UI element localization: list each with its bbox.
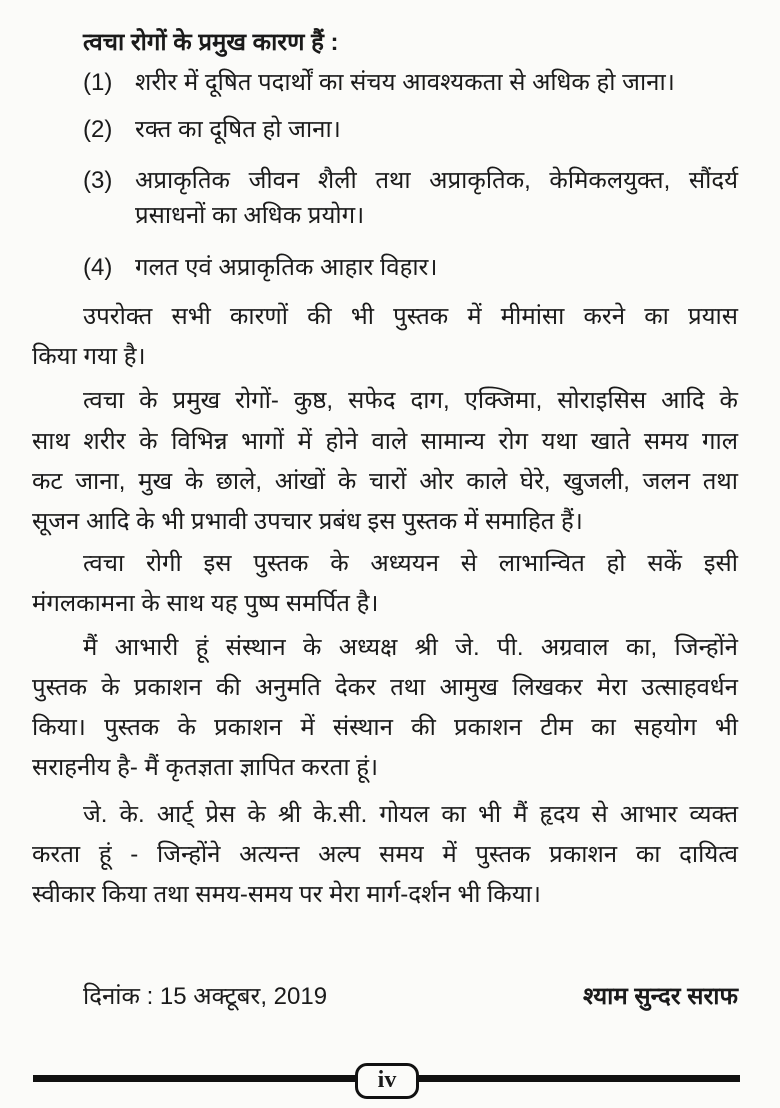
list-item: अप्राकृतिक जीवन शैली तथा अप्राकृतिक, केमिकलयुक्त, सौंदर्य [135, 167, 738, 194]
paragraph-line: कट जाना, मुख के छाले, आंखों के चारों ओर काले घेरे, खुजली, जलन तथा [32, 468, 738, 495]
paragraph-line: सराहनीय है- मैं कृतज्ञता ज्ञापित करता हूं। [32, 754, 379, 781]
author-signature: श्याम सुन्दर सराफ [583, 983, 738, 1010]
paragraph-line: किया गया है। [32, 343, 146, 370]
list-number: (4) [83, 254, 113, 281]
list-number: (1) [83, 69, 113, 96]
paragraph-line: जे. के. आर्ट् प्रेस के श्री के.सी. गोयल का भी मैं हृदय से आभार व्यक्त [83, 801, 738, 828]
paragraph-line: त्वचा रोगी इस पुस्तक के अध्ययन से लाभान्वित हो सकें इसी [83, 550, 738, 577]
list-number: (3) [83, 167, 113, 194]
paragraph-line: मंगलकामना के साथ यह पुष्प समर्पित है। [32, 590, 379, 617]
list-item: शरीर में दूषित पदार्थों का संचय आवश्यकता से अधिक हो जाना। [135, 69, 675, 96]
paragraph-line: त्वचा के प्रमुख रोगों- कुष्ठ, सफेद दाग, एक्जिमा, सोराइसिस आदि के [83, 387, 738, 414]
page-number: iv [355, 1063, 419, 1099]
paragraph-line: स्वीकार किया तथा समय-समय पर मेरा मार्ग-दर्शन भी किया। [32, 881, 541, 908]
list-item-continuation: प्रसाधनों का अधिक प्रयोग। [135, 202, 365, 229]
list-item: रक्त का दूषित हो जाना। [135, 116, 341, 143]
footer-rule-right [410, 1075, 740, 1082]
paragraph-line: मैं आभारी हूं संस्थान के अध्यक्ष श्री जे. पी. अग्रवाल का, जिन्होंने [83, 634, 738, 661]
paragraph-line: उपरोक्त सभी कारणों की भी पुस्तक में मीमांसा करने का प्रयास [83, 303, 738, 330]
paragraph-line: पुस्तक के प्रकाशन की अनुमति देकर तथा आमुख लिखकर मेरा उत्साहवर्धन [32, 674, 738, 701]
footer-rule-left [33, 1075, 358, 1082]
paragraph-line: साथ शरीर के विभिन्न भागों में होने वाले सामान्य रोग यथा खाते समय गाल [32, 428, 738, 455]
paragraph-line: करता हूं - जिन्होंने अत्यन्त अल्प समय में पुस्तक प्रकाशन का दायित्व [32, 841, 738, 868]
list-item: गलत एवं अप्राकृतिक आहार विहार। [135, 254, 438, 281]
section-heading: त्वचा रोगों के प्रमुख कारण हैं : [83, 29, 339, 56]
paragraph-line: सूजन आदि के भी प्रभावी उपचार प्रबंध इस पुस्तक में समाहित हैं। [32, 508, 583, 535]
list-number: (2) [83, 116, 113, 143]
date-line: दिनांक : 15 अक्टूबर, 2019 [83, 983, 328, 1010]
paragraph-line: किया। पुस्तक के प्रकाशन में संस्थान की प्रकाशन टीम का सहयोग भी [32, 714, 738, 741]
